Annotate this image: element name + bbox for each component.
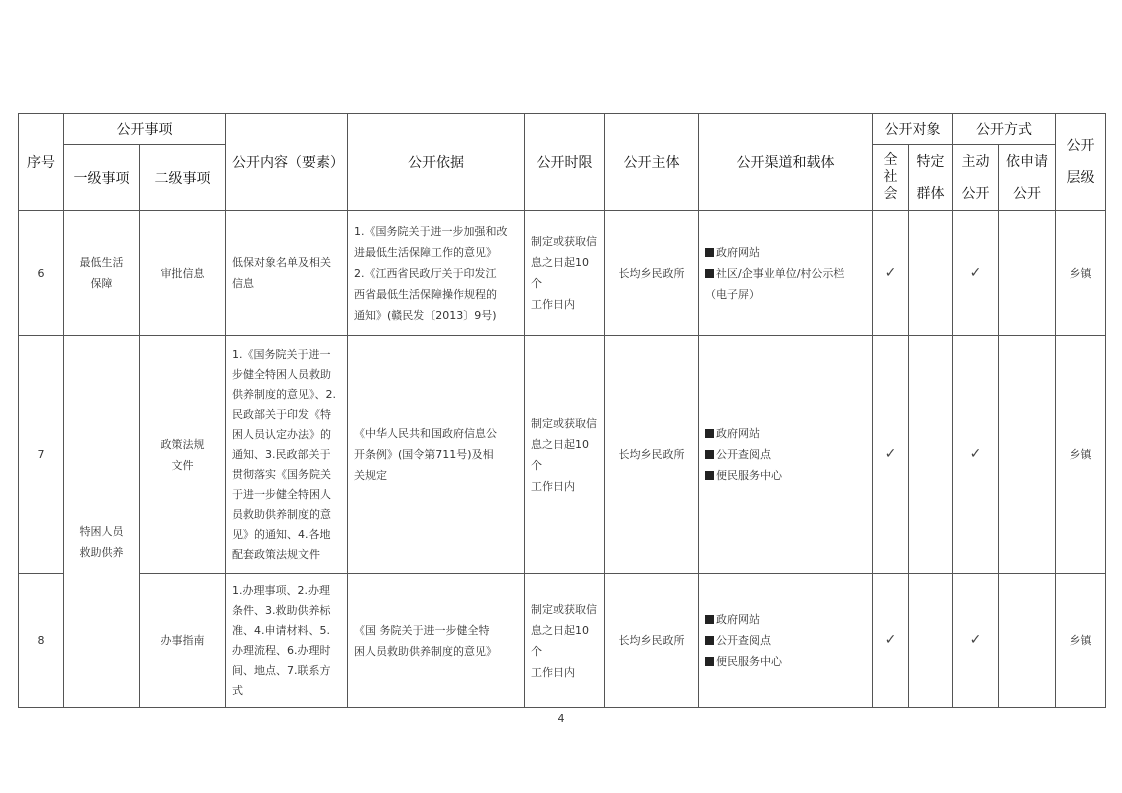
row-basis-line: 西省最低生活保障操作规程的 [354,287,497,301]
row-content-line: 供养制度的意见》、2. [232,387,336,401]
row-time-line: 息之日起10个 [531,256,589,290]
check-specific-cell [909,211,953,336]
square-bullet-icon [705,657,714,666]
check-apply-cell [999,211,1056,336]
row-content-line: 配套政策法规文件 [232,547,320,561]
row-time-limit [525,211,605,336]
row-content-line: 间、地点、7.联系方 [232,663,331,677]
row-level2-line: 文件 [171,458,194,472]
row-subject: 长均乡民政所 [605,574,699,708]
channel-item [705,465,866,486]
channel-item-label: 便民服务中心 [716,469,782,482]
check-active-icon: ✓ [953,574,999,708]
row-level2-line: 政策法规 [160,437,205,451]
row-content-line: 办理流程、6.办理时 [232,643,331,657]
row-time-line: 息之日起10个 [531,437,589,472]
channel-item [705,242,866,263]
channel-item [705,263,866,284]
row-basis-line: 关规定 [354,469,387,482]
header-subject: 公开主体 [605,114,699,211]
header-time-limit: 公开时限 [525,114,605,211]
square-bullet-icon [705,450,714,459]
row-content-line: 低保对象名单及相关 [232,256,331,269]
row-content-line: 于进一步健全特困人 [232,487,331,501]
row-content-line: 1.《国务院关于进一 [232,347,331,361]
row-seq: 7 [19,336,64,574]
check-all-icon: ✓ [873,211,909,336]
square-bullet-icon [705,615,714,624]
row-content-line: 式 [232,683,243,697]
row-level2 [140,336,226,574]
row-content-line: 条件、3.救助供养标 [232,603,331,617]
row-layer: 乡镇 [1056,574,1106,708]
row-time-line: 制定或获取信 [531,602,597,616]
row-basis-line: 《国 务院关于进一步健全特 [354,623,490,637]
channel-item [705,609,866,630]
row-basis-line: 通知》(赣民发〔2013〕9号) [354,308,497,322]
check-apply-cell [999,574,1056,708]
row-channel [699,336,873,574]
row-content-line: 信息 [232,277,254,290]
channel-item-label: 公开查阅点 [716,634,771,647]
row-content-line: 通知、3.民政部关于 [232,447,331,461]
row-basis-line: 1.《国务院关于进一步加强和改 [354,224,508,238]
channel-item-continuation: （电子屏） [705,287,760,301]
channel-item-label: 政府网站 [716,613,760,626]
header-row-1 [19,114,1106,145]
row-subject: 长均乡民政所 [605,336,699,574]
header-target: 公开对象 [873,114,953,145]
header-level2: 二级事项 [140,145,226,211]
header-target-all-char-3: 会 [883,186,898,202]
header-method-apply-line-1: 依申请 [1006,153,1048,170]
row-level1-line: 特困人员 [79,525,124,538]
row-channel [699,574,873,708]
row-basis-line: 进最低生活保障工作的意见》 [354,245,497,259]
check-active-icon: ✓ [953,336,999,574]
channel-item [705,423,866,444]
header-target-all-char-2: 社 [883,169,898,185]
header-target-all [873,145,909,211]
table-row [19,574,1106,708]
channel-item-label: 社区/企事业单位/村公示栏 [716,266,845,280]
row-level1 [64,211,140,336]
channel-item-label: 公开查阅点 [716,448,771,461]
row-layer: 乡镇 [1056,211,1106,336]
row-basis [348,336,525,574]
channel-item [705,651,866,672]
square-bullet-icon [705,636,714,645]
check-specific-cell [909,336,953,574]
row-level2: 审批信息 [140,211,226,336]
row-basis-line: 《中华人民共和国政府信息公 [354,427,497,440]
row-content [226,574,348,708]
check-all-icon: ✓ [873,574,909,708]
row-seq: 8 [19,574,64,708]
square-bullet-icon [705,269,714,278]
disclosure-table [18,113,1106,708]
row-time-limit [525,574,605,708]
header-method-active-line-1: 主动 [961,153,990,170]
row-level2: 办事指南 [140,574,226,708]
row-basis [348,211,525,336]
header-level1: 一级事项 [64,145,140,211]
row-time-line: 工作日内 [531,665,575,679]
header-method-apply-line-2: 公开 [1013,185,1041,202]
channel-item-label: 政府网站 [716,427,760,440]
header-content: 公开内容（要素） [226,114,348,211]
row-content [226,211,348,336]
row-content-line: 步健全特困人员救助 [232,367,331,381]
row-content-line: 1.办理事项、2.办理 [232,583,330,597]
header-method-active [953,145,999,211]
header-layer-line-1: 公开 [1066,138,1095,154]
row-basis-line: 开条例》(国令第711号)及相 [354,448,494,461]
check-active-icon: ✓ [953,211,999,336]
row-time-limit [525,336,605,574]
channel-item [705,444,866,465]
header-target-specific-line-2: 群体 [916,185,945,202]
row-basis-line: 困人员救助供养制度的意见》 [354,644,497,658]
row-content-line: 贯彻落实《国务院关 [232,467,331,481]
row-content-line: 民政部关于印发《特 [232,407,331,421]
row-seq: 6 [19,211,64,336]
row-level1 [64,336,140,708]
header-target-specific [909,145,953,211]
square-bullet-icon [705,248,714,257]
row-level1-line: 保障 [90,277,113,290]
row-content-line: 困人员认定办法》的 [232,427,331,441]
table-row [19,336,1106,574]
header-seq: 序号 [19,114,64,211]
square-bullet-icon [705,471,714,480]
check-apply-cell [999,336,1056,574]
header-matter: 公开事项 [64,114,226,145]
table-row [19,211,1106,336]
row-time-line: 息之日起10个 [531,623,589,658]
header-target-specific-line-1: 特定 [916,153,945,170]
header-channel: 公开渠道和载体 [699,114,873,211]
row-channel [699,211,873,336]
channel-item [705,630,866,651]
header-layer-line-2: 层级 [1066,170,1095,186]
row-layer: 乡镇 [1056,336,1106,574]
header-target-all-char-1: 全 [883,152,898,168]
row-subject: 长均乡民政所 [605,211,699,336]
channel-item-label: 便民服务中心 [716,655,782,668]
row-content-line: 员救助供养制度的意 [232,507,331,521]
row-basis [348,574,525,708]
header-basis: 公开依据 [348,114,525,211]
square-bullet-icon [705,429,714,438]
check-specific-cell [909,574,953,708]
header-method: 公开方式 [953,114,1056,145]
header-method-apply [999,145,1056,211]
channel-item-label: 政府网站 [716,245,760,259]
header-method-active-line-2: 公开 [961,185,990,202]
check-all-icon: ✓ [873,336,909,574]
row-content-line: 准、4.申请材料、5. [232,623,330,637]
header-layer [1056,114,1106,211]
row-basis-line: 2.《江西省民政厅关于印发江 [354,266,497,280]
row-time-line: 制定或获取信 [531,416,597,430]
row-time-line: 工作日内 [531,479,575,493]
row-level1-line: 最低生活 [79,256,124,269]
row-time-line: 制定或获取信 [531,235,597,248]
row-level1-line: 救助供养 [79,546,124,559]
row-content-line: 见》的通知、4.各地 [232,527,331,541]
row-time-line: 工作日内 [531,298,575,311]
row-content [226,336,348,574]
page-number: 4 [557,712,565,725]
